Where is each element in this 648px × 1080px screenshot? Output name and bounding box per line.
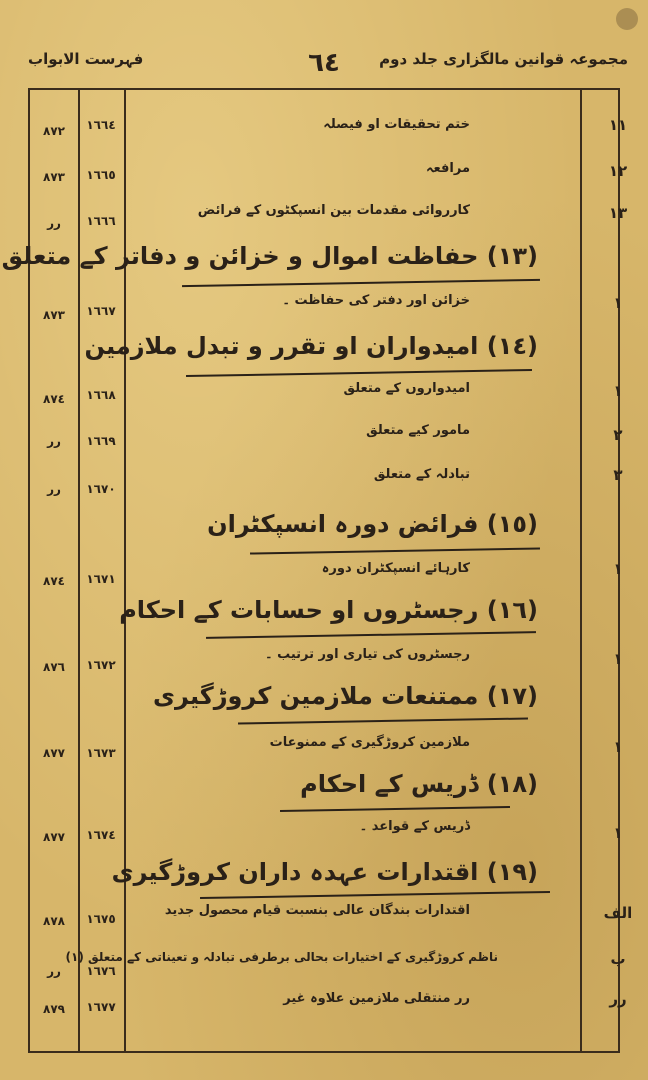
page-number: ٦٤ (308, 48, 340, 78)
section-heading: (١٧) ممتنعات ملازمین کروڑگیری (153, 682, 538, 710)
column-divider-serial (580, 88, 582, 1053)
section-heading: (١٦) رجسٹروں او حسابات کے احکام (119, 596, 538, 624)
row-text: ملازمین کروڑگیری کے ممنوعات (269, 735, 470, 750)
row-text: رر منتقلی ملازمین علاوہ غیر (283, 991, 470, 1006)
row-serial: ١ (613, 650, 623, 668)
row-text: مامور کیے متعلق (366, 423, 470, 438)
row-text: رجسٹروں کی تیاری اور ترتیب ۔ (264, 647, 470, 662)
row-page: ٨٧٧ (43, 830, 65, 844)
row-page: ٨٧٨ (43, 914, 65, 928)
row-serial: ٢ (613, 426, 623, 444)
row-text: کارروائی مقدمات بین انسپکٹوں کے فرائض (197, 203, 470, 218)
row-text: ڈریس کے قواعد ۔ (359, 819, 470, 834)
section-heading: (١٣) حفاظت اموال و خزائن و دفاتر کے متعلق (1, 242, 538, 270)
row-page: رر (47, 216, 61, 230)
row-article: ١٦٦٥ (86, 168, 116, 182)
row-page: ٨٧٢ (43, 124, 65, 138)
column-divider-article (124, 88, 126, 1053)
row-serial: ١١ (608, 116, 628, 134)
section-heading: (١٩) اقتدارات عہدہ داران کروڑگیری (111, 858, 538, 886)
row-article: ١٦٧٦ (86, 964, 116, 978)
row-text: ناظم کروڑگیری کے اختیارات بحالی برطرفی تبادلہ و تعیناتی کے متعلق (١) (65, 950, 498, 964)
row-article: ١٦٦٧ (86, 304, 116, 318)
row-text: اقتدارات بندگان عالی بنسبت قیام محصول جدید (164, 903, 470, 918)
row-page: ٨٧٩ (43, 1002, 65, 1016)
section-heading: (١٨) ڈریس کے احکام (300, 770, 538, 798)
row-page: رر (47, 964, 61, 978)
row-text: مرافعہ (425, 161, 470, 176)
row-serial: ١ (613, 294, 623, 312)
row-text: تبادلہ کے متعلق (373, 467, 470, 482)
section-heading: (١٤) امیدواران او تقرر و تبدل ملازمین (84, 332, 538, 360)
contents-title: فہرست الابواب (28, 50, 144, 68)
row-serial: ١٢ (608, 162, 628, 180)
row-serial: رر (609, 990, 627, 1008)
row-serial: الف (603, 904, 633, 922)
row-page: رر (47, 482, 61, 496)
paper-stain (616, 8, 638, 30)
row-article: ١٦٧٣ (86, 746, 116, 760)
row-serial: ١٣ (608, 204, 628, 222)
row-serial: ب (610, 950, 626, 968)
row-serial: ١ (613, 824, 623, 842)
row-serial: ٣ (613, 466, 623, 484)
row-page: ٨٧٣ (43, 308, 65, 322)
row-article: ١٦٧٥ (86, 912, 116, 926)
row-page: ٨٧٣ (43, 170, 65, 184)
section-heading: (١٥) فرائض دورہ انسپکٹران (207, 510, 538, 538)
row-text: امیدواروں کے متعلق (343, 381, 470, 396)
row-text: کارہائے انسپکٹران دورہ (321, 561, 470, 576)
row-article: ١٦٧٤ (86, 828, 116, 842)
row-article: ١٦٧٧ (86, 1000, 116, 1014)
row-page: ٨٧٧ (43, 746, 65, 760)
row-article: ١٦٦٨ (86, 388, 116, 402)
row-serial: ١ (613, 560, 623, 578)
row-page: ٨٧٤ (43, 392, 65, 406)
row-page: ٨٧٦ (43, 660, 65, 674)
row-article: ١٦٧١ (86, 572, 116, 586)
row-serial: ١ (613, 382, 623, 400)
row-page: ٨٧٤ (43, 574, 65, 588)
row-serial: ١ (613, 738, 623, 756)
row-page: رر (47, 434, 61, 448)
row-article: ١٦٦٦ (86, 214, 116, 228)
row-article: ١٦٦٩ (86, 434, 116, 448)
row-text: خزائن اور دفتر کی حفاظت ۔ (282, 293, 470, 308)
row-article: ١٦٧٠ (86, 482, 116, 496)
book-title: مجموعہ قوانین مالگزاری جلد دوم (379, 50, 628, 68)
row-article: ١٦٦٤ (86, 118, 116, 132)
row-text: ختم تحقیقات او فیصلہ (323, 117, 470, 132)
row-article: ١٦٧٢ (86, 658, 116, 672)
